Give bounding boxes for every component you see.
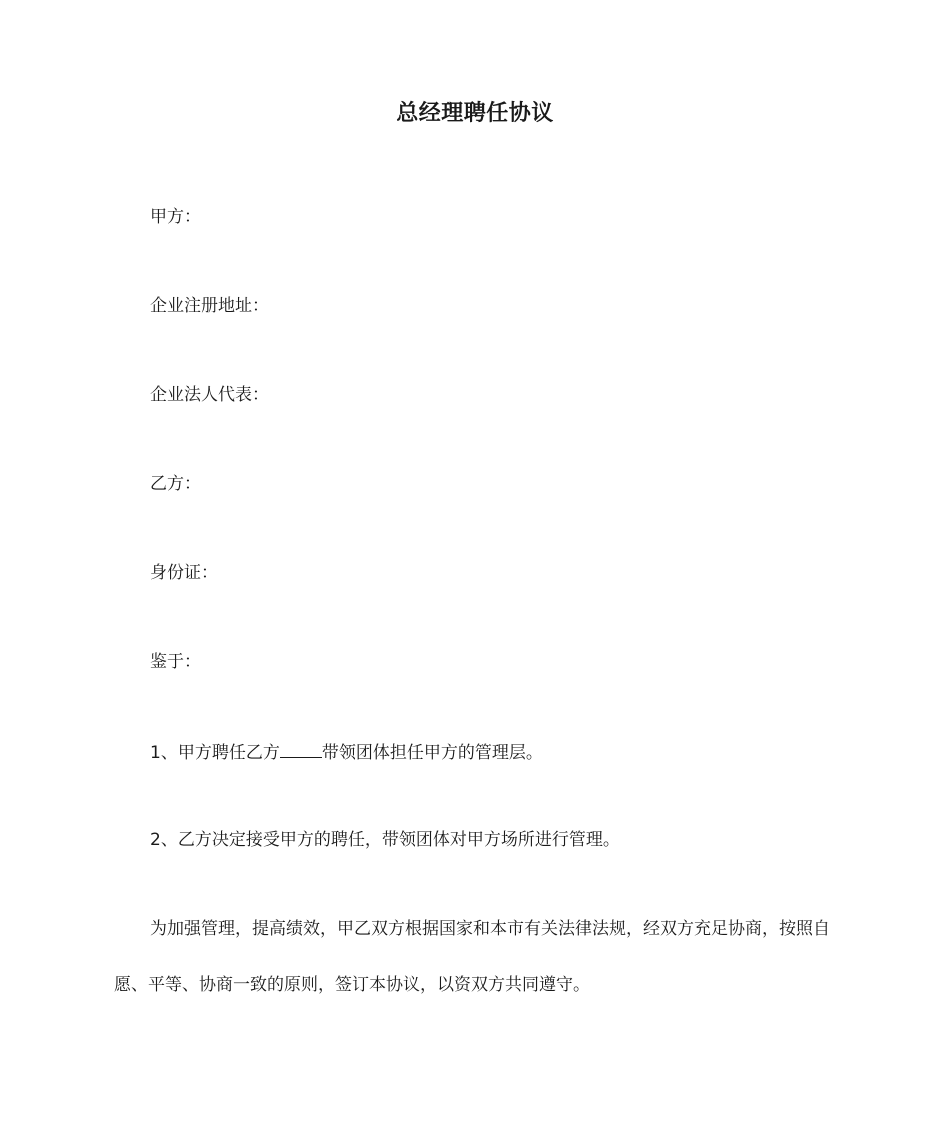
legal-representative-label: 企业法人代表：: [150, 385, 269, 405]
clause-1-text-before: 1、甲方聘任乙方: [150, 743, 280, 763]
party-a-label: 甲方：: [150, 207, 201, 227]
registered-address-label: 企业注册地址：: [150, 296, 269, 316]
party-b-label: 乙方：: [150, 474, 201, 494]
clause-1: [150, 739, 543, 765]
clause-2: 2、乙方决定接受甲方的聘任，带领团体对甲方场所进行管理。: [150, 830, 620, 850]
clause-1-blank: [280, 739, 322, 758]
whereas-label: 鉴于：: [150, 652, 201, 672]
document-title: 总经理聘任协议: [396, 101, 554, 126]
id-card-label: 身份证：: [150, 563, 218, 583]
agreement-paragraph: 为加强管理，提高绩效，甲乙双方根据国家和本市有关法律法规，经双方充足协商，按照自愿、平等、协商一致的原则，签订本协议，以资双方共同遵守。: [114, 919, 830, 995]
clause-1-text-after: 带领团体担任甲方的管理层。: [321, 743, 543, 763]
